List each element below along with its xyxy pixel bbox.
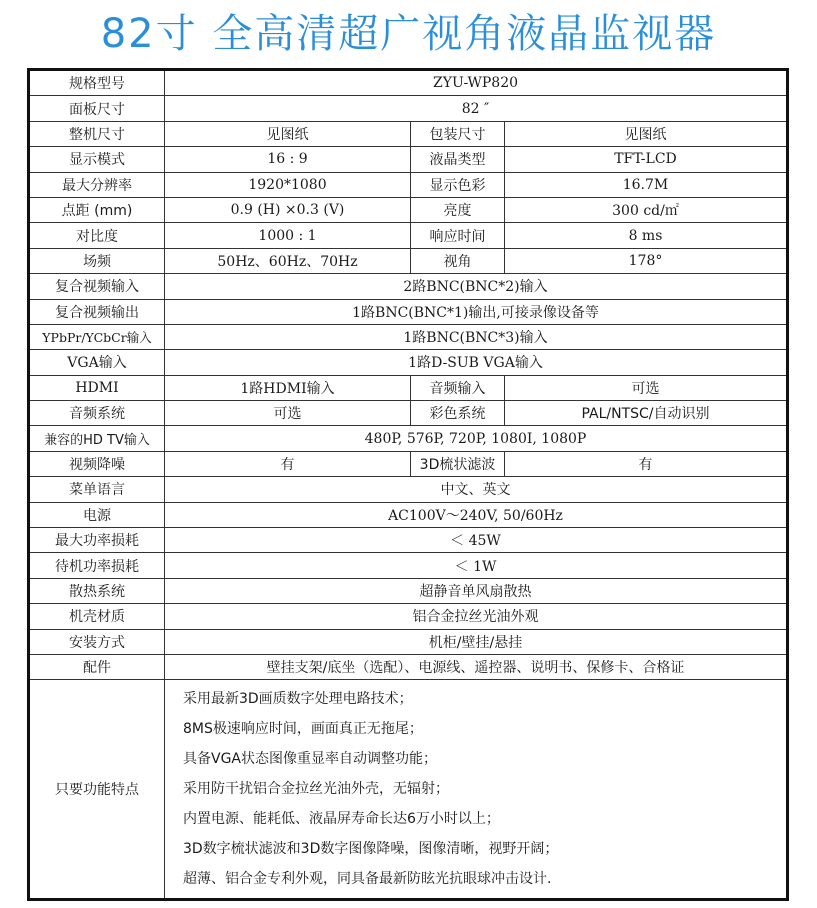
cooling-value: 超静音单风扇散热 [165,578,788,603]
cvout-label: 复合视频输出 [29,299,165,324]
power-value: AC100V〜240V, 50/60Hz [165,502,788,527]
freq-label: 场频 [29,248,165,273]
package-label: 包装尺寸 [411,121,505,146]
display-value: 16 : 9 [165,147,411,172]
cvin-value: 2路BNC(BNC*2)输入 [165,274,788,299]
response-label: 响应时间 [411,223,505,248]
shell-value: 铝合金拉丝光油外观 [165,604,788,629]
resolution-label: 最大分辨率 [29,172,165,197]
feature-item: 采用防干扰铝合金拉丝光油外壳，无辐射； [183,781,449,798]
row-maxpower [29,528,788,553]
comb-filter-label: 3D梳状滤波 [411,451,505,476]
panel-value: 82 ″ [165,96,788,121]
mount-label: 安装方式 [29,629,165,654]
color-system-value: PAL/NTSC/自动识别 [505,401,788,426]
row-lang [29,477,788,502]
feature-item: 超薄、铝合金专利外观，同具备最新防眩光抗眼球冲击设计. [183,871,552,888]
row-resolution [29,172,788,197]
row-pitch [29,197,788,222]
features-label: 只要功能特点 [29,680,165,900]
mount-value: 机柜/壁挂/悬挂 [165,629,788,654]
maxpower-value: ＜ 45W [165,528,788,553]
audio-label: 音频系统 [29,401,165,426]
contrast-label: 对比度 [29,223,165,248]
cooling-label: 散热系统 [29,578,165,603]
row-power [29,502,788,527]
row-cvin [29,274,788,299]
feature-item: 采用最新3D画质数字处理电路技术； [183,691,413,708]
contrast-value: 1000 : 1 [165,223,411,248]
standby-value: ＜ 1W [165,553,788,578]
row-hdtv [29,426,788,451]
row-vga [29,350,788,375]
maxpower-label: 最大功率损耗 [29,528,165,553]
row-nr [29,451,788,476]
brightness-value: 300 cd/㎡ [505,197,788,222]
accessories-label: 配件 [29,654,165,679]
row-shell [29,604,788,629]
package-value: 见图纸 [505,121,788,146]
color-value: 16.7M [505,172,788,197]
ypbpr-label: YPbPr/YCbCr输入 [29,324,165,349]
audio-value: 可选 [165,401,411,426]
spec-table [27,68,789,901]
hdtv-label: 兼容的HD TV输入 [29,426,165,451]
model-value: ZYU-WP820 [165,70,788,96]
color-system-label: 彩色系统 [411,401,505,426]
cvin-label: 复合视频输入 [29,274,165,299]
view-angle-value: 178° [505,248,788,273]
shell-label: 机壳材质 [29,604,165,629]
row-hdmi [29,375,788,400]
hdtv-value: 480P, 576P, 720P, 1080I, 1080P [165,426,788,451]
feature-item: 内置电源、能耗低、液晶屏寿命长达6万小时以上； [183,811,500,828]
hdmi-value: 1路HDMI输入 [165,375,411,400]
row-display [29,147,788,172]
hdmi-label: HDMI [29,375,165,400]
power-label: 电源 [29,502,165,527]
resolution-value: 1920*1080 [165,172,411,197]
feature-item: 3D数字梳状滤波和3D数字图像降噪，图像清晰，视野开阔； [183,841,559,858]
lang-label: 菜单语言 [29,477,165,502]
size-label: 整机尺寸 [29,121,165,146]
view-angle-label: 视角 [411,248,505,273]
row-features [29,680,788,900]
pitch-label: 点距 (mm) [29,197,165,222]
display-label: 显示模式 [29,147,165,172]
size-value: 见图纸 [165,121,411,146]
feature-item: 具备VGA状态图像重显率自动调整功能； [183,751,438,768]
cvout-value: 1路BNC(BNC*1)输出,可接录像设备等 [165,299,788,324]
row-contrast [29,223,788,248]
ypbpr-value: 1路BNC(BNC*3)输入 [165,324,788,349]
audio-input-value: 可选 [505,375,788,400]
feature-item: 8MS极速响应时间，画面真正无拖尾； [183,721,423,738]
lcd-type-value: TFT-LCD [505,147,788,172]
pitch-value: 0.9 (H) ×0.3 (V) [165,197,411,222]
page-title: 82寸 全高清超广视角液晶监视器 [100,11,717,57]
panel-label: 面板尺寸 [29,96,165,121]
row-panel [29,96,788,121]
nr-label: 视频降噪 [29,451,165,476]
nr-value: 有 [165,451,411,476]
row-mount [29,629,788,654]
audio-input-label: 音频输入 [411,375,505,400]
vga-label: VGA输入 [29,350,165,375]
comb-filter-value: 有 [505,451,788,476]
row-ypbpr [29,324,788,349]
freq-value: 50Hz、60Hz、70Hz [165,248,411,273]
row-size [29,121,788,146]
row-standby [29,553,788,578]
accessories-value: 壁挂支架/底坐（选配）、电源线、遥控器、说明书、保修卡、合格证 [165,654,788,679]
features-list [165,680,788,900]
brightness-label: 亮度 [411,197,505,222]
row-accessories [29,654,788,679]
lcd-type-label: 液晶类型 [411,147,505,172]
color-label: 显示色彩 [411,172,505,197]
row-model [29,70,788,96]
row-cvout [29,299,788,324]
row-freq [29,248,788,273]
lang-value: 中文、英文 [165,477,788,502]
row-audio [29,401,788,426]
response-value: 8 ms [505,223,788,248]
vga-value: 1路D-SUB VGA输入 [165,350,788,375]
model-label: 规格型号 [29,70,165,96]
row-cooling [29,578,788,603]
standby-label: 待机功率损耗 [29,553,165,578]
